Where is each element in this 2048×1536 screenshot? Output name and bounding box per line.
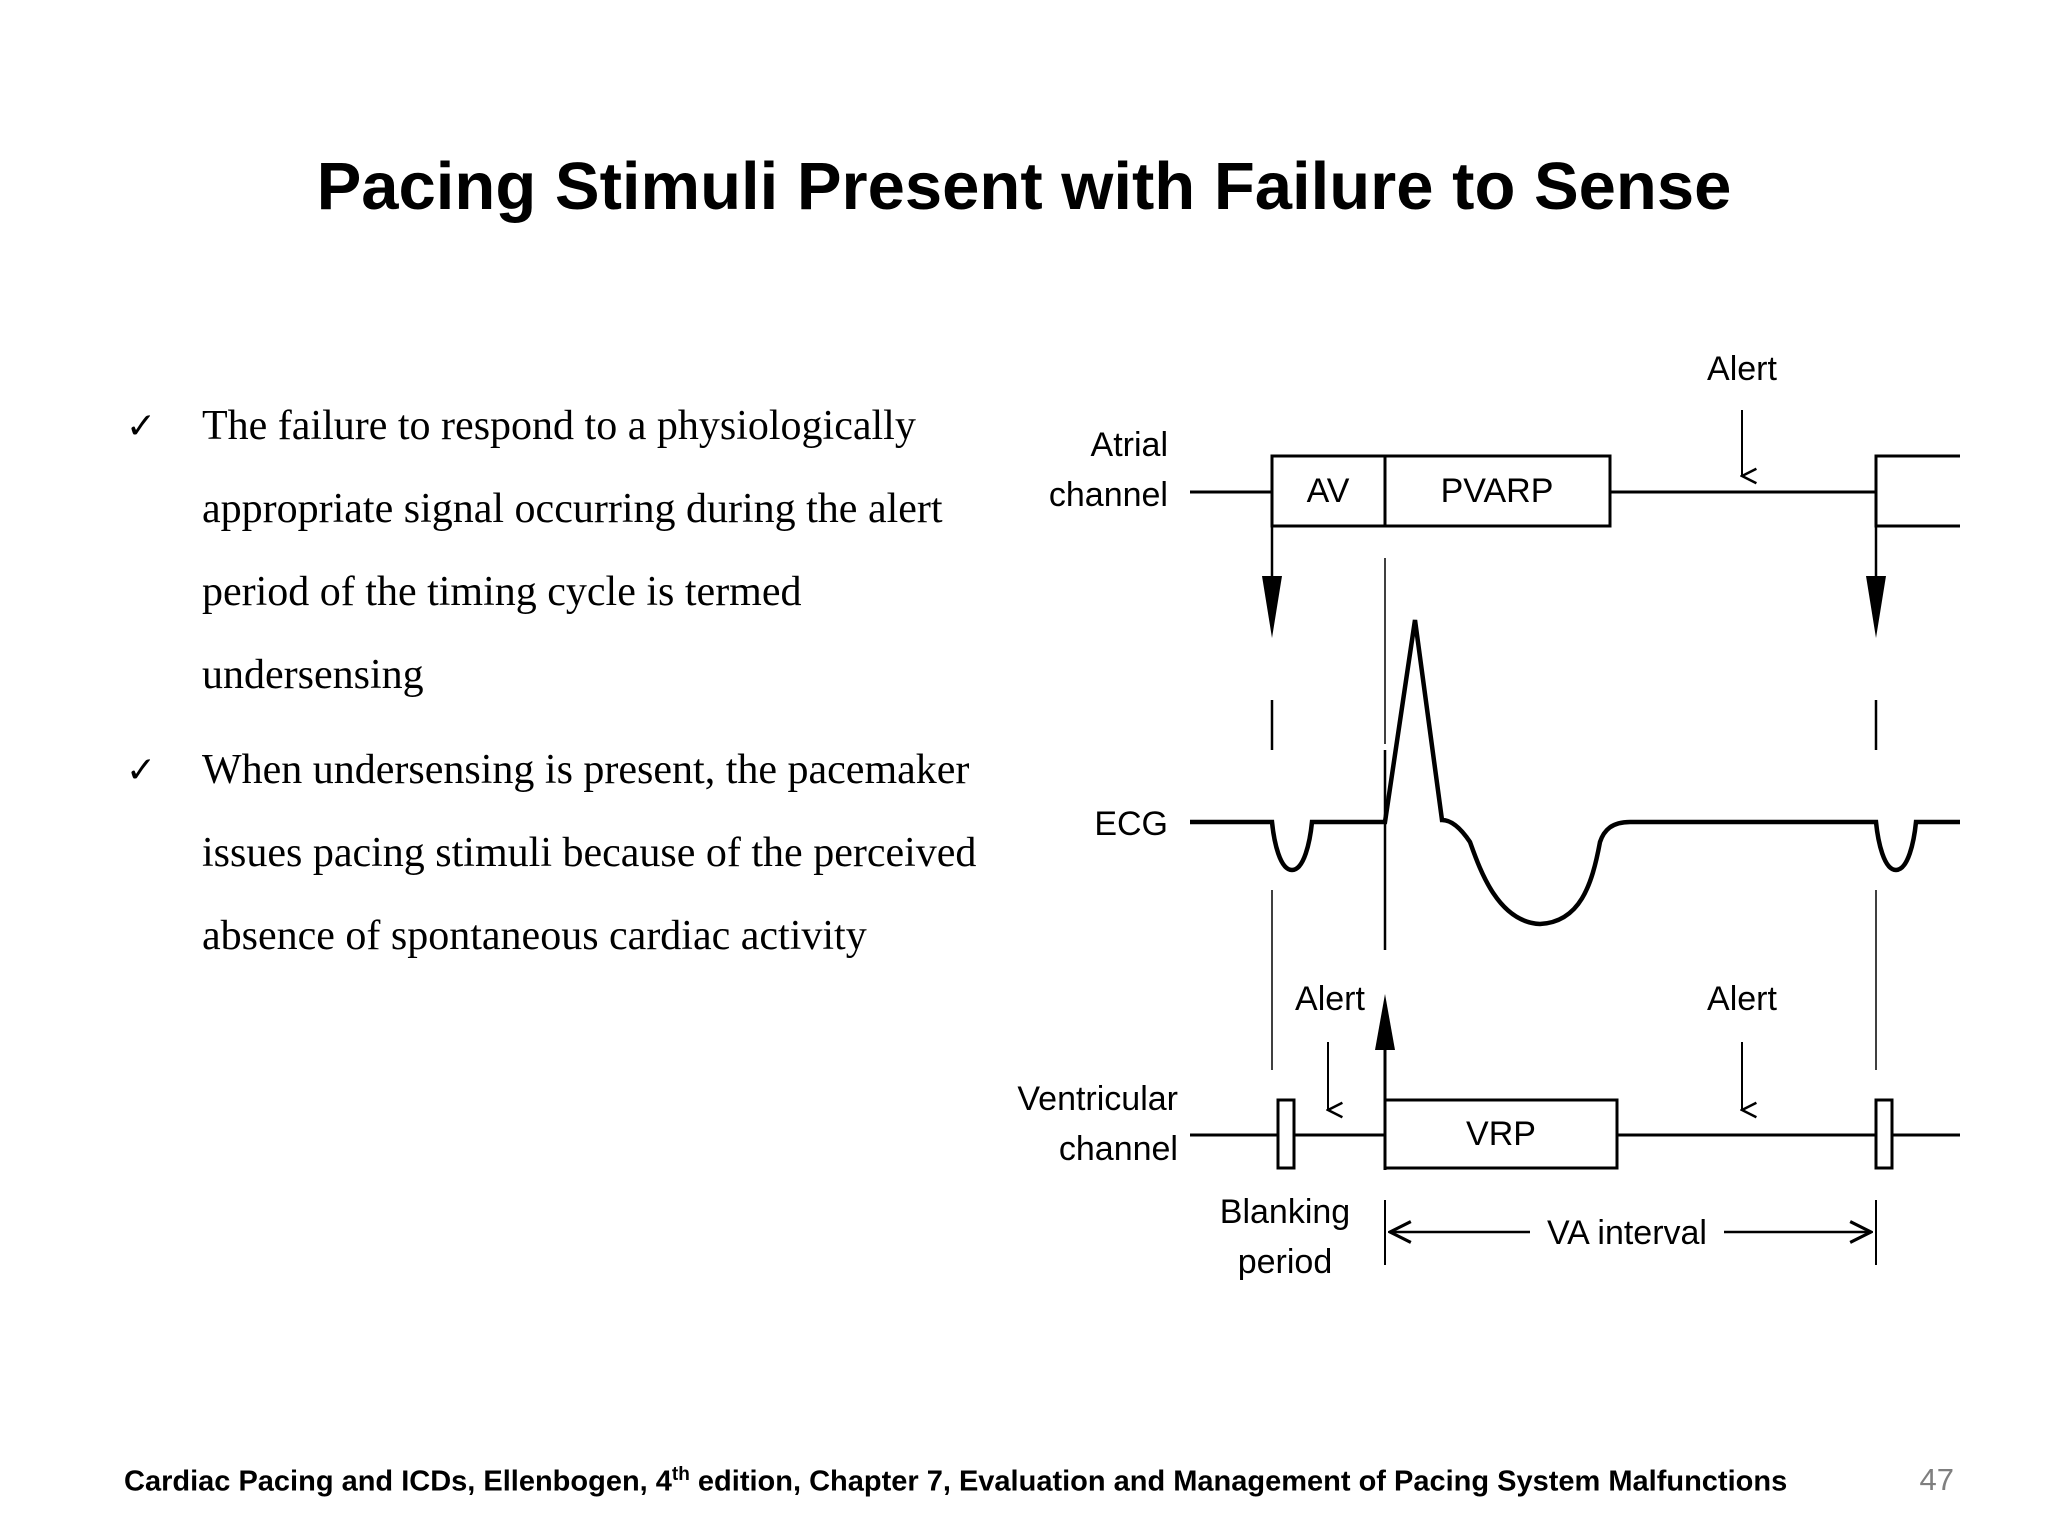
alert-label: Alert xyxy=(1295,980,1365,1018)
blanking-box xyxy=(1278,1100,1294,1168)
atrial-pace-arrow xyxy=(1866,576,1886,638)
alert-label: Alert xyxy=(1707,980,1777,1018)
blanking-period-label: period xyxy=(1237,1243,1333,1281)
atrial-next-box xyxy=(1876,456,1960,526)
slide-title: Pacing Stimuli Present with Failure to Sense xyxy=(316,149,1732,224)
footer-citation xyxy=(124,1464,1787,1499)
checkmark-icon: ✓ xyxy=(126,750,157,791)
footer-text: Cardiac Pacing and ICDs, Ellenbogen, 4 xyxy=(124,1465,672,1498)
timing-diagram xyxy=(1017,330,1970,1330)
blanking-period-label: Blanking xyxy=(1219,1193,1351,1231)
ventricular-pace-arrow xyxy=(1375,994,1395,1050)
av-label: AV xyxy=(1306,472,1350,510)
checkmark-icon: ✓ xyxy=(126,406,157,447)
bullet-text: The failure to respond to a physiologically appropriate signal occurring during the alert period of the timing cycle is termed undersensing xyxy=(202,403,943,698)
ecg-waveform xyxy=(1190,620,1960,924)
bullet-item xyxy=(118,729,1018,978)
ventricular-channel-label: Ventricular xyxy=(1017,1080,1178,1118)
bullet-item xyxy=(118,385,1018,717)
bullet-list xyxy=(118,385,1018,990)
footer-text: edition, Chapter 7, Evaluation and Management of Pacing System Malfunctions xyxy=(689,1465,1788,1498)
ecg-label: ECG xyxy=(1094,805,1168,843)
ventricular-channel-label: channel xyxy=(1058,1130,1178,1168)
atrial-channel-label: channel xyxy=(1048,476,1168,514)
bullet-text: When undersensing is present, the pacemaker issues pacing stimuli because of the perceived absence of spontaneous cardiac activity xyxy=(202,747,977,959)
atrial-channel-label: Atrial xyxy=(1090,426,1168,464)
alert-label: Alert xyxy=(1707,350,1777,388)
atrial-pace-arrow xyxy=(1262,576,1282,638)
blanking-box xyxy=(1876,1100,1892,1168)
pvarp-label: PVARP xyxy=(1440,472,1554,510)
page-number: 47 xyxy=(1919,1462,1954,1497)
footer-superscript: th xyxy=(671,1464,690,1485)
va-interval-label: VA interval xyxy=(1546,1214,1708,1252)
vrp-label: VRP xyxy=(1466,1115,1536,1153)
